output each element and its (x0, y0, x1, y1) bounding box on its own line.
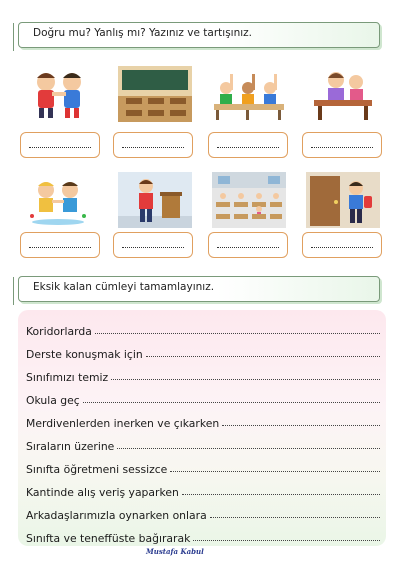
answer-box-8[interactable] (302, 232, 382, 258)
classroom-students-illustration (212, 172, 286, 228)
blank-line[interactable] (83, 402, 380, 403)
header-flag-decoration (13, 23, 24, 51)
blank-line[interactable] (182, 494, 380, 495)
answer-box-2[interactable] (113, 132, 193, 158)
boy-at-trash-bin-illustration (118, 172, 192, 228)
blank-line[interactable] (111, 379, 380, 380)
instruction-text-2: Eksik kalan cümleyi tamamlayınız. (33, 281, 215, 293)
sentence-line-3[interactable] (26, 366, 380, 384)
children-fighting-illustration (22, 172, 96, 228)
sentence-line-7[interactable] (26, 458, 380, 476)
sentence-line-9[interactable] (26, 504, 380, 522)
answer-box-4[interactable] (302, 132, 382, 158)
blank-line[interactable] (146, 356, 380, 357)
sentence-line-4[interactable] (26, 389, 380, 407)
header-flag-decoration (13, 277, 24, 305)
empty-classroom-illustration (118, 66, 192, 122)
instruction-header-1 (18, 22, 380, 48)
sentence-line-6[interactable] (26, 435, 380, 453)
blank-line[interactable] (117, 448, 380, 449)
sentence-line-2[interactable] (26, 343, 380, 361)
answer-box-5[interactable] (20, 232, 100, 258)
sentence-line-1[interactable] (26, 320, 380, 338)
answer-box-1[interactable] (20, 132, 100, 158)
sentence-text: Arkadaşlarımızla oynarken onlara (26, 509, 207, 522)
sentence-text: Sıraların üzerine (26, 440, 115, 453)
sentence-line-10[interactable] (26, 527, 380, 545)
sentence-text: Sınıfımızı temiz (26, 371, 109, 384)
sentence-text: Koridorlarda (26, 325, 92, 338)
sentence-text: Sınıfta ve teneffüste bağırarak (26, 532, 191, 545)
answer-box-3[interactable] (208, 132, 288, 158)
sentence-text: Kantinde alış veriş yaparken (26, 486, 179, 499)
sentence-text: Merdivenlerden inerken ve çıkarken (26, 417, 220, 430)
answer-box-6[interactable] (113, 232, 193, 258)
child-at-desk-illustration (306, 66, 380, 122)
children-arguing-illustration (22, 66, 96, 122)
blank-line[interactable] (170, 471, 380, 472)
instruction-text-1: Doğru mu? Yanlış mı? Yazınız ve tartışınız. (33, 27, 253, 39)
author-signature: Mustafa Kabul (146, 547, 204, 556)
blank-line[interactable] (222, 425, 380, 426)
sentence-text: Sınıfta öğretmeni sessizce (26, 463, 168, 476)
sentence-line-8[interactable] (26, 481, 380, 499)
blank-line[interactable] (193, 540, 380, 541)
instruction-header-2 (18, 276, 380, 302)
late-student-at-door-illustration (306, 172, 380, 228)
sentence-text: Okula geç (26, 394, 80, 407)
answer-box-7[interactable] (208, 232, 288, 258)
blank-line[interactable] (210, 517, 380, 518)
sentence-line-5[interactable] (26, 412, 380, 430)
sentence-text: Derste konuşmak için (26, 348, 143, 361)
blank-line[interactable] (95, 333, 380, 334)
students-raising-hands-illustration (212, 66, 286, 122)
